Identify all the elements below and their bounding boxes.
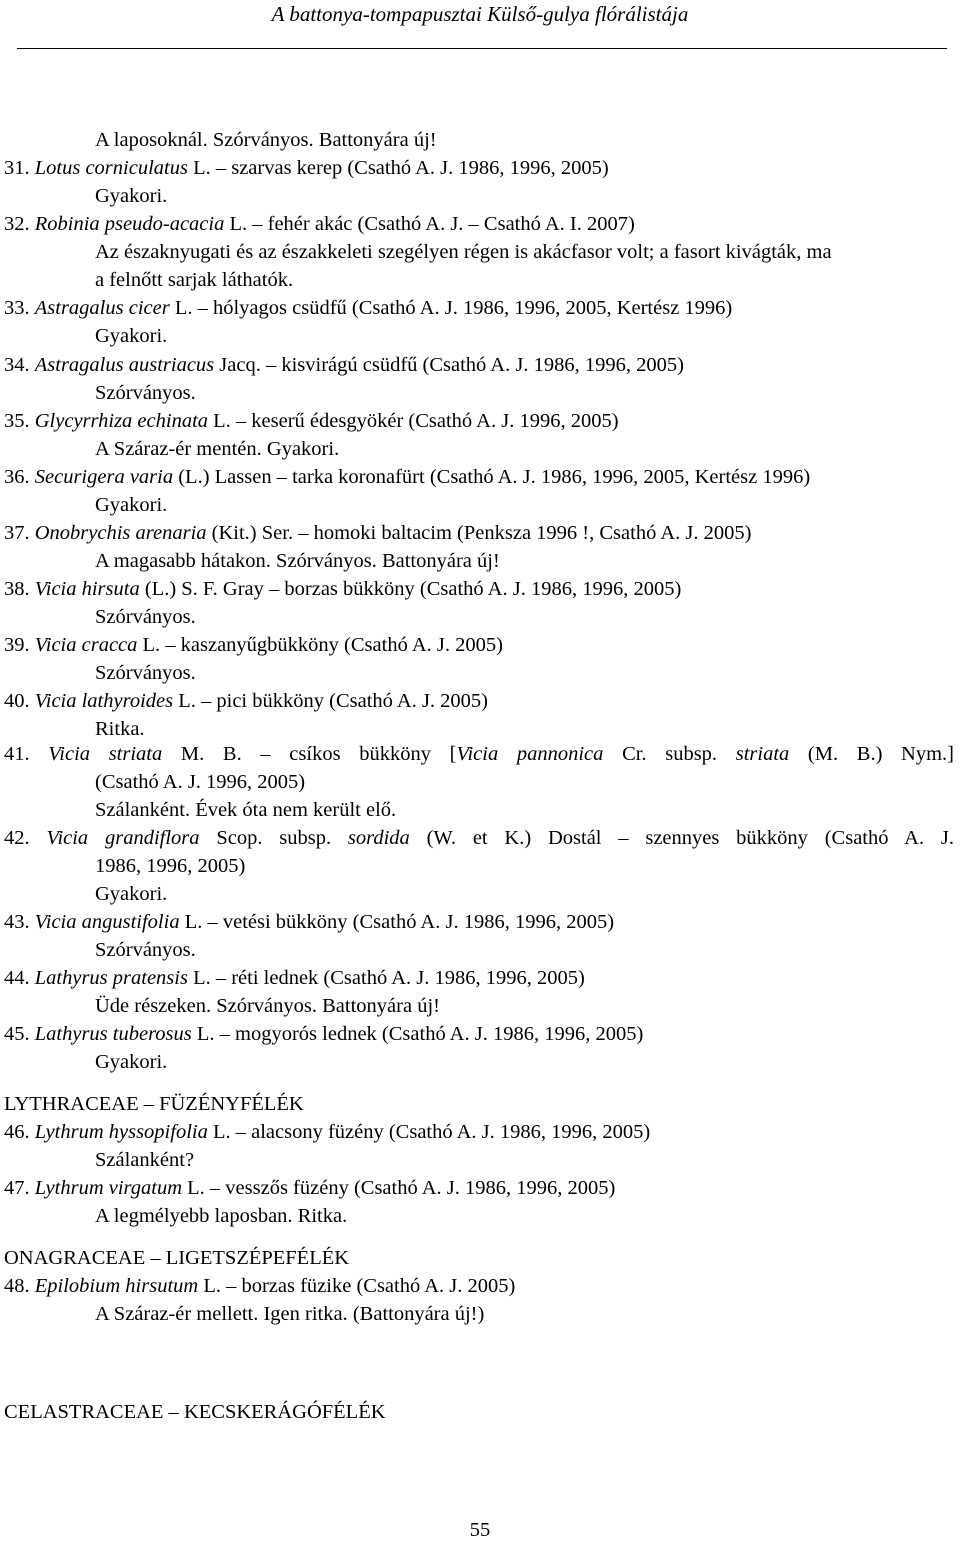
- species-entry-47: 47. Lythrum virgatum L. – vesszős füzény (Csathó A. J. 1986, 1996, 2005): [4, 1177, 616, 1199]
- text-line: A laposoknál. Szórványos. Battonyára új!: [95, 129, 437, 151]
- text-line: (Csathó A. J. 1996, 2005): [95, 771, 306, 793]
- species-entry-36: 36. Securigera varia (L.) Lassen – tarka koronafürt (Csathó A. J. 1986, 1996, 2005, Kertész 1996): [4, 466, 811, 488]
- text-line: Gyakori.: [95, 1051, 168, 1073]
- text-line: Gyakori.: [95, 494, 168, 516]
- species-entry-41: 41. Vicia striata M. B. – csíkos bükköny [Vicia pannonica Cr. subsp. striata (M. B.) Nym.]: [4, 743, 955, 765]
- species-entry-31: 31. Lotus corniculatus L. – szarvas kerep (Csathó A. J. 1986, 1996, 2005): [4, 157, 609, 179]
- species-entry-42: 42. Vicia grandiflora Scop. subsp. sordida (W. et K.) Dostál – szennyes bükköny (Csathó A. J.: [4, 827, 954, 849]
- species-entry-34: 34. Astragalus austriacus Jacq. – kisvirágú csüdfű (Csathó A. J. 1986, 1996, 2005): [4, 354, 684, 376]
- species-entry-35: 35. Glycyrrhiza echinata L. – keserű édesgyökér (Csathó A. J. 1996, 2005): [4, 410, 619, 432]
- text-line: Szórványos.: [95, 382, 196, 404]
- species-entry-40: 40. Vicia lathyroides L. – pici bükköny (Csathó A. J. 2005): [4, 690, 488, 712]
- text-line: Gyakori.: [95, 185, 168, 207]
- species-entry-38: 38. Vicia hirsuta (L.) S. F. Gray – borzas bükköny (Csathó A. J. 1986, 1996, 2005): [4, 578, 682, 600]
- text-line: A Száraz-ér mellett. Igen ritka. (Battonyára új!): [95, 1303, 485, 1325]
- text-line: Szálanként. Évek óta nem került elő.: [95, 799, 397, 821]
- species-entry-46: 46. Lythrum hyssopifolia L. – alacsony füzény (Csathó A. J. 1986, 1996, 2005): [4, 1121, 651, 1143]
- species-entry-33: 33. Astragalus cicer L. – hólyagos csüdfű (Csathó A. J. 1986, 1996, 2005, Kertész 1996): [4, 297, 733, 319]
- text-line: Gyakori.: [95, 883, 168, 905]
- text-line: Szórványos.: [95, 606, 196, 628]
- species-entry-32: 32. Robinia pseudo-acacia L. – fehér akác (Csathó A. J. – Csathó A. I. 2007): [4, 213, 635, 235]
- text-line: 1986, 1996, 2005): [95, 855, 246, 877]
- family-heading: LYTHRACEAE – FÜZÉNYFÉLÉK: [4, 1093, 304, 1115]
- text-line: a felnőtt sarjak láthatók.: [95, 269, 294, 291]
- text-line: Ritka.: [95, 718, 145, 740]
- species-entry-43: 43. Vicia angustifolia L. – vetési bükköny (Csathó A. J. 1986, 1996, 2005): [4, 911, 615, 933]
- species-entry-39: 39. Vicia cracca L. – kaszanyűgbükköny (Csathó A. J. 2005): [4, 634, 503, 656]
- family-heading: ONAGRACEAE – LIGETSZÉPEFÉLÉK: [4, 1247, 350, 1269]
- text-line: A Száraz-ér mentén. Gyakori.: [95, 438, 340, 460]
- text-line: Az északnyugati és az északkeleti szegélyen régen is akácfasor volt; a fasort kivágták, ma: [95, 241, 832, 263]
- text-line: Üde részeken. Szórványos. Battonyára új!: [95, 995, 440, 1017]
- text-line: Szórványos.: [95, 662, 196, 684]
- text-line: Szálanként?: [95, 1149, 195, 1171]
- header-rule: [17, 48, 947, 49]
- page-number: 55: [469, 1519, 491, 1541]
- text-line: A legmélyebb laposban. Ritka.: [95, 1205, 348, 1227]
- running-header: A battonya-tompapusztai Külső-gulya flórálistája: [271, 2, 689, 26]
- text-line: Szórványos.: [95, 939, 196, 961]
- species-entry-37: 37. Onobrychis arenaria (Kit.) Ser. – homoki baltacim (Penksza 1996 !, Csathó A. J. 2005): [4, 522, 752, 544]
- family-heading: CELASTRACEAE – KECSKERÁGÓFÉLÉK: [4, 1401, 386, 1423]
- species-entry-48: 48. Epilobium hirsutum L. – borzas füzike (Csathó A. J. 2005): [4, 1275, 516, 1297]
- text-line: Gyakori.: [95, 325, 168, 347]
- species-entry-45: 45. Lathyrus tuberosus L. – mogyorós lednek (Csathó A. J. 1986, 1996, 2005): [4, 1023, 644, 1045]
- text-line: A magasabb hátakon. Szórványos. Battonyára új!: [95, 550, 500, 572]
- species-entry-44: 44. Lathyrus pratensis L. – réti lednek (Csathó A. J. 1986, 1996, 2005): [4, 967, 585, 989]
